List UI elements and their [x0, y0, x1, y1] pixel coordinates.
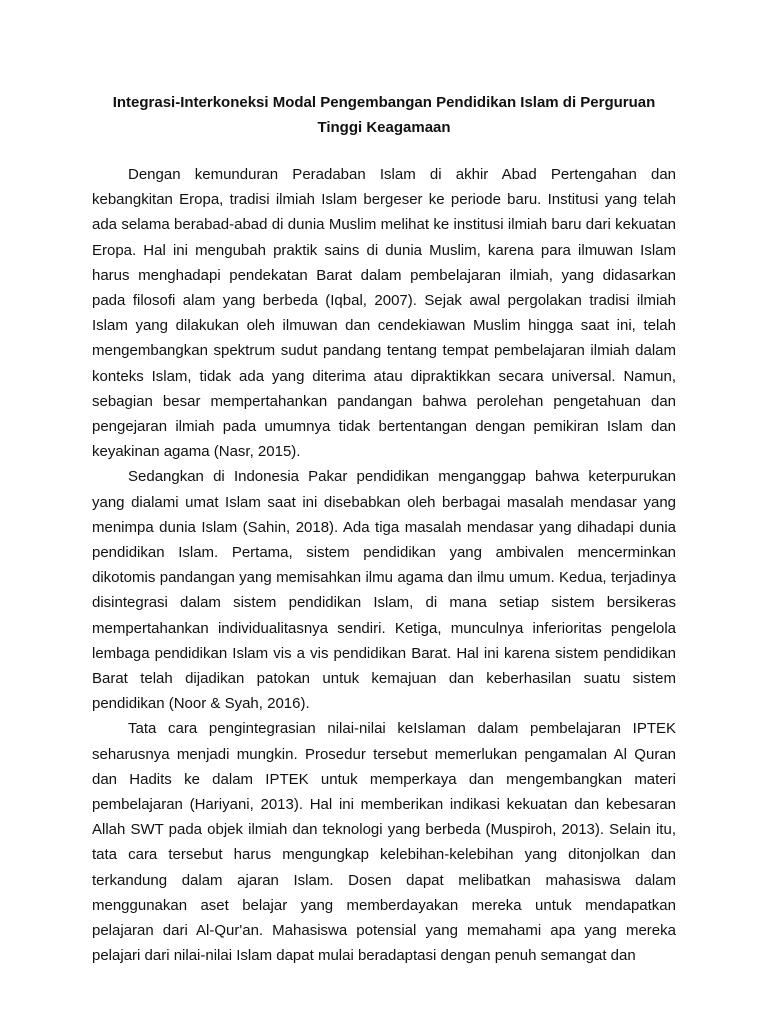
- paragraph: Sedangkan di Indonesia Pakar pendidikan menganggap bahwa keterpurukan yang dialami umat Islam saat ini disebabkan oleh berbagai masalah mendasar yang menimpa dunia Islam (Sahin, 2018). Ada tiga masalah mendasar yang dihadapi dunia pendidikan Islam. Pertama, sistem pendidikan yang ambivalen mencerminkan dikotomis pandangan yang memisahkan ilmu agama dan ilmu umum. Kedua, terjadinya disintegrasi dalam sistem pendidikan Islam, di mana setiap sistem bersikeras mempertahankan individualitasnya sendiri. Ketiga, munculnya inferioritas pengelola lembaga pendidikan Islam vis a vis pendidikan Barat. Hal ini karena sistem pendidikan Barat telah dijadikan patokan untuk kemajuan dan keberhasilan suatu sistem pendidikan (Noor & Syah, 2016).: [92, 468, 676, 713]
- document-title: Integrasi-Interkoneksi Modal Pengembangan Pendidikan Islam di Perguruan Tinggi Keagamaan: [112, 94, 656, 136]
- document-body: [92, 162, 676, 969]
- paragraph: Tata cara pengintegrasian nilai-nilai keIslaman dalam pembelajaran IPTEK seharusnya menjadi mungkin. Prosedur tersebut memerlukan pengamalan Al Quran dan Hadits ke dalam IPTEK untuk memperkaya dan mengembangkan materi pembelajaran (Hariyani, 2013). Hal ini memberikan indikasi kekuatan dan kebesaran Allah SWT pada objek ilmiah dan teknologi yang berbeda (Muspiroh, 2013). Selain itu, tata cara tersebut harus mengungkap kelebihan-kelebihan yang ditonjolkan dan terkandung dalam ajaran Islam. Dosen dapat melibatkan mahasiswa dalam menggunakan aset belajar yang memberdayakan mereka untuk mendapatkan pelajaran dari Al-Qur'an. Mahasiswa potensial yang memahami apa yang mereka pelajari dari nilai-nilai Islam dapat mulai beradaptasi dengan penuh semangat dan: [92, 720, 676, 965]
- paragraph: Dengan kemunduran Peradaban Islam di akhir Abad Pertengahan dan kebangkitan Eropa, tradisi ilmiah Islam bergeser ke periode baru. Institusi yang telah ada selama berabad-abad di dunia Muslim melihat ke institusi ilmiah baru dari kekuatan Eropa. Hal ini mengubah praktik sains di dunia Muslim, karena para ilmuwan Islam harus menghadapi pendekatan Barat dalam pembelajaran ilmiah, yang didasarkan pada filosofi alam yang berbeda (Iqbal, 2007). Sejak awal pergolakan tradisi ilmiah Islam yang dilakukan oleh ilmuwan dan cendekiawan Muslim hingga saat ini, telah mengembangkan spektrum sudut pandang tentang tempat pembelajaran ilmiah dalam konteks Islam, tidak ada yang diterima atau dipraktikkan secara universal. Namun, sebagian besar mempertahankan pandangan bahwa perolehan pengetahuan dan pengejaran ilmiah pada umumnya tidak bertentangan dengan pemikiran Islam dan keyakinan agama (Nasr, 2015).: [92, 166, 676, 461]
